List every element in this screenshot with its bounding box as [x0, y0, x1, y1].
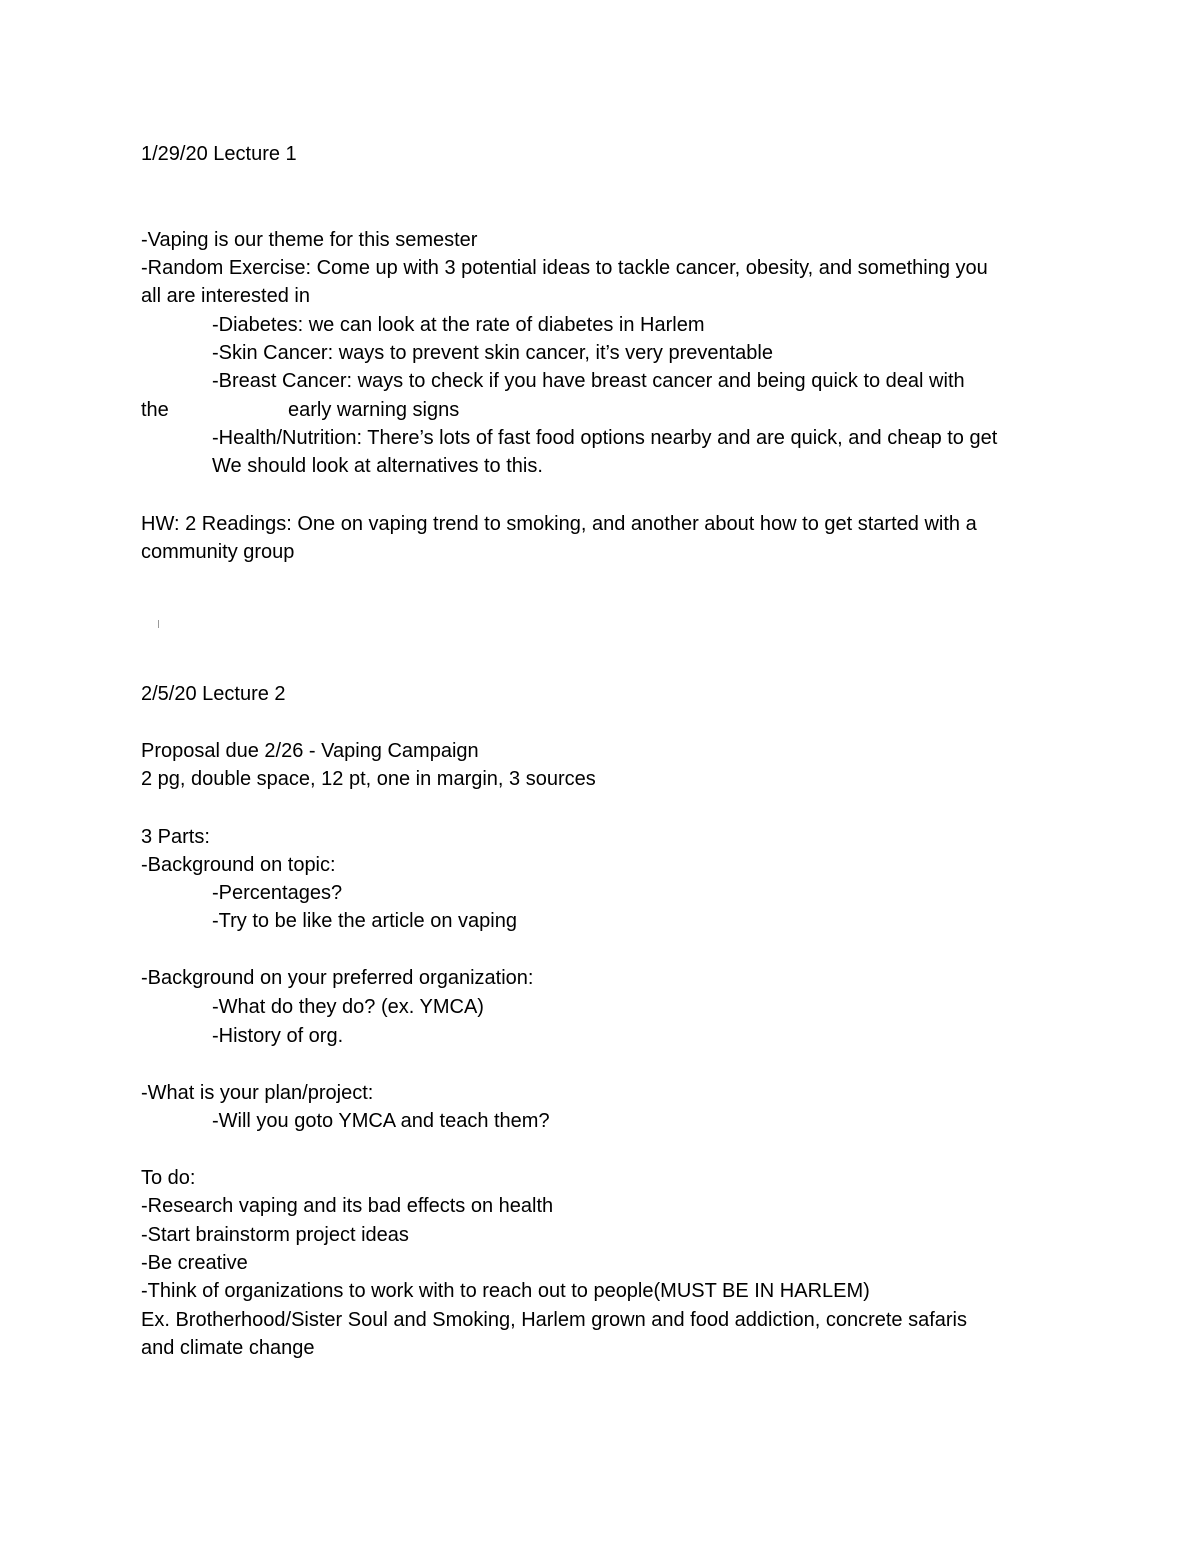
proposal-line: Proposal due 2/26 - Vaping Campaign — [141, 740, 479, 762]
part2-sub-a: -What do they do? (ex. YMCA) — [212, 996, 484, 1018]
lecture2-heading: 2/5/20 Lecture 2 — [141, 683, 286, 705]
idea-nutrition-line-2: We should look at alternatives to this. — [212, 455, 543, 477]
todo-item-1: -Research vaping and its bad effects on health — [141, 1195, 554, 1217]
homework-line-1: HW: 2 Readings: One on vaping trend to smoking, and another about how to get started with a — [141, 513, 977, 535]
example-line-1: Ex. Brotherhood/Sister Soul and Smoking, Harlem grown and food addiction, concrete safaris — [141, 1309, 967, 1331]
idea-breast-cancer-line-1: -Breast Cancer: ways to check if you have breast cancer and being quick to deal with — [212, 370, 965, 392]
lecture1-theme-line: -Vaping is our theme for this semester — [141, 229, 478, 251]
example-line-2: and climate change — [141, 1337, 315, 1359]
idea-nutrition-line-1: -Health/Nutrition: There’s lots of fast food options nearby and are quick, and cheap to get — [212, 427, 998, 449]
format-line: 2 pg, double space, 12 pt, one in margin, 3 sources — [141, 768, 596, 790]
parts-title: 3 Parts: — [141, 826, 210, 848]
todo-item-2: -Start brainstorm project ideas — [141, 1224, 409, 1246]
lecture1-exercise-line-2: all are interested in — [141, 285, 310, 307]
idea-skin-cancer: -Skin Cancer: ways to prevent skin cancer, it’s very preventable — [212, 342, 773, 364]
idea-breast-cancer-line-2-end: early warning signs — [288, 399, 460, 421]
part1-sub-b: -Try to be like the article on vaping — [212, 910, 517, 932]
todo-item-4: -Think of organizations to work with to reach out to people(MUST BE IN HARLEM) — [141, 1280, 870, 1302]
lecture1-exercise-line-1: -Random Exercise: Come up with 3 potential ideas to tackle cancer, obesity, and something you — [141, 257, 988, 279]
stray-mark — [158, 620, 159, 628]
part3-sub-a: -Will you goto YMCA and teach them? — [212, 1110, 550, 1132]
todo-item-3: -Be creative — [141, 1252, 248, 1274]
idea-diabetes: -Diabetes: we can look at the rate of diabetes in Harlem — [212, 314, 705, 336]
part2-line: -Background on your preferred organization: — [141, 967, 534, 989]
todo-title: To do: — [141, 1167, 196, 1189]
homework-line-2: community group — [141, 541, 295, 563]
part1-line: -Background on topic: — [141, 854, 336, 876]
part3-line: -What is your plan/project: — [141, 1082, 374, 1104]
part2-sub-b: -History of org. — [212, 1025, 344, 1047]
idea-breast-cancer-line-2-start: the — [141, 399, 169, 421]
part1-sub-a: -Percentages? — [212, 882, 343, 904]
lecture1-heading: 1/29/20 Lecture 1 — [141, 143, 297, 165]
